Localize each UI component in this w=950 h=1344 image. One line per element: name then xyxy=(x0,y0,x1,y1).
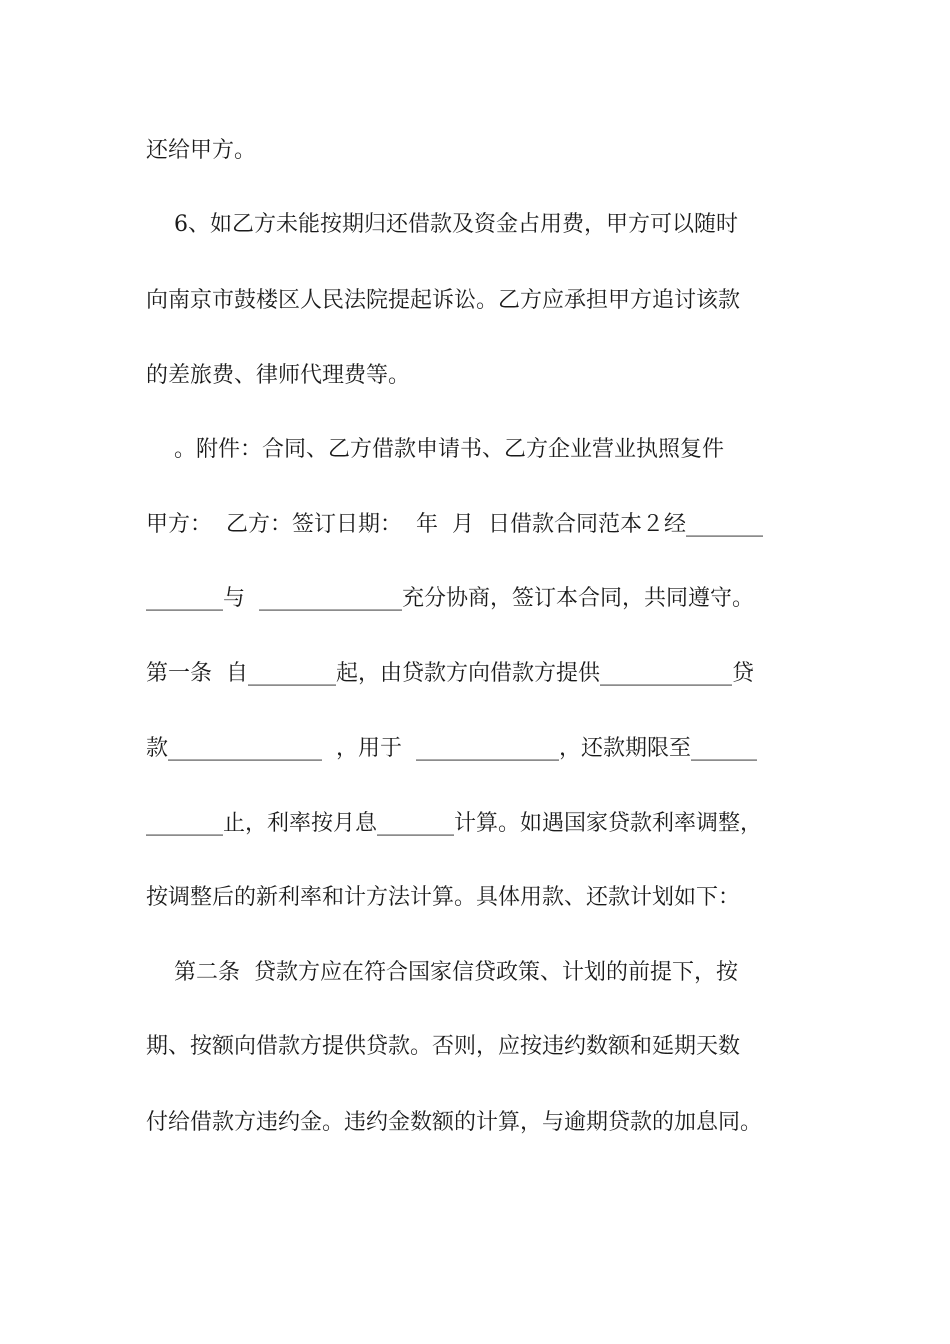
text-line: 向南京市鼓楼区人民法院提起诉讼。乙方应承担甲方追讨该款 xyxy=(146,288,741,313)
text-line: 第一条 自________起，由贷款方向借款方提供____________贷 xyxy=(146,661,754,686)
text-line: 期、按额向借款方提供贷款。否则，应按违约数额和延期天数 xyxy=(146,1034,741,1059)
text-line: 第二条 贷款方应在符合国家信贷政策、计划的前提下，按 xyxy=(146,960,738,985)
text-line: 6、如乙方未能按期归还借款及资金占用费，甲方可以随时 xyxy=(146,212,738,237)
text-line: _______止，利率按月息_______计算。如遇国家贷款利率调整， xyxy=(146,811,763,836)
text-line: _______与 _____________充分协商，签订本合同，共同遵守。 xyxy=(146,586,754,611)
text-line: 甲方： 乙方：签订日期： 年 月 日借款合同范本２经_______ xyxy=(146,512,763,537)
text-line: 付给借款方违约金。违约金数额的计算，与逾期贷款的加息同。 xyxy=(146,1110,763,1135)
text-line: 的差旅费、律师代理费等。 xyxy=(146,363,411,388)
text-line: 还给甲方。 xyxy=(146,138,257,163)
text-line: 款______________ ，用于 _____________，还款期限至______ xyxy=(146,736,757,761)
text-line: 。附件：合同、乙方借款申请书、乙方企业营业执照复件 xyxy=(146,437,724,462)
text-line: 按调整后的新利率和计方法计算。具体用款、还款计划如下： xyxy=(146,885,741,910)
